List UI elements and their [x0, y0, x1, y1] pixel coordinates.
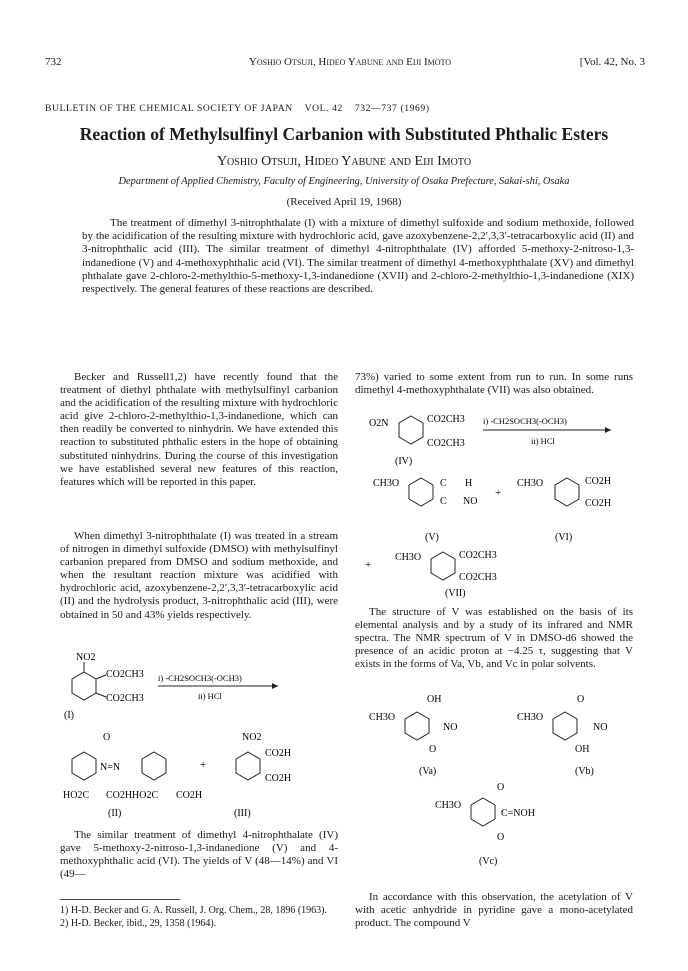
journal-line: BULLETIN OF THE CHEMICAL SOCIETY OF JAPAN VOL. 42 732—737 (1969) [45, 103, 430, 114]
footnote-2: 2) H-D. Becker, ibid., 29, 1358 (1964). [60, 918, 217, 929]
svg-text:HO2C: HO2C [132, 790, 159, 801]
svg-text:CH3O: CH3O [435, 800, 462, 811]
svg-text:HO2C: HO2C [63, 790, 90, 801]
svg-text:(VII): (VII) [445, 588, 466, 599]
svg-text:CH3O: CH3O [395, 552, 422, 563]
svg-text:(V): (V) [425, 532, 439, 543]
svg-text:CO2H: CO2H [106, 790, 133, 801]
scheme-compounds-Va-Vb-Vc [355, 688, 640, 878]
svg-text:CO2H: CO2H [585, 498, 612, 509]
author-list: Yoshio Otsuji, Hideo Yabune and Eiji Imoto [216, 154, 472, 169]
svg-text:O: O [497, 832, 505, 843]
svg-text:O: O [429, 744, 437, 755]
svg-text:i) -CH2SOCH3(-OCH3): i) -CH2SOCH3(-OCH3) [483, 416, 567, 426]
scheme-compounds-V-VI-VII [355, 470, 640, 600]
svg-text:NO: NO [463, 496, 478, 507]
svg-text:CO2CH3: CO2CH3 [459, 550, 497, 561]
affiliation: Department of Applied Chemistry, Faculty of Engineering, University of Osaka Prefecture, Sakai-shi, Osaka [118, 176, 570, 187]
received-date: (Received April 19, 1968) [286, 196, 402, 208]
scheme-compound-IV [355, 408, 635, 472]
svg-text:OH: OH [575, 744, 590, 755]
svg-text:+: + [200, 759, 207, 771]
svg-text:CO2CH3: CO2CH3 [459, 572, 497, 583]
svg-text:i) -CH2SOCH3(-OCH3): i) -CH2SOCH3(-OCH3) [158, 673, 242, 683]
svg-text:NO: NO [443, 722, 458, 733]
svg-text:(Vb): (Vb) [575, 766, 594, 777]
svg-text:(Vc): (Vc) [479, 856, 498, 867]
scheme-compound-I [58, 648, 298, 726]
svg-text:(III): (III) [234, 808, 251, 819]
svg-text:(VI): (VI) [555, 532, 573, 543]
svg-text:CO2CH3: CO2CH3 [106, 693, 144, 704]
svg-text:(Va): (Va) [419, 766, 437, 777]
svg-text:CO2H: CO2H [176, 790, 203, 801]
svg-text:CH3O: CH3O [517, 712, 544, 723]
svg-text:H: H [465, 478, 473, 489]
svg-text:C=NOH: C=NOH [501, 808, 535, 819]
left-paragraph-1: Becker and Russell1,2) have recently found that the treatment of diethyl phthalate with methylsulfinyl carbanion and the acidification of the resulting mixture with hydrochloric acid give 2-chloro-2-methylthio-1,3-indanedione, which can then readily be converted to ninhydrin. We have extended this reaction to substituted phthalic esters in the hope of obtaining substituted ninhydrins. During the course of this investigation we have established several new features of this reaction, features which will be reported in this paper. [60, 371, 338, 488]
scheme-compounds-II-III [58, 728, 343, 822]
svg-text:O: O [497, 782, 505, 793]
svg-text:O: O [577, 694, 585, 705]
svg-text:NO: NO [593, 722, 608, 733]
svg-text:ii) HCl: ii) HCl [198, 691, 222, 701]
footnotes [60, 904, 338, 930]
left-paragraph-3: The similar treatment of dimethyl 4-nitrophthalate (IV) gave 5-methoxy-2-nitroso-1,3-indanedione (V) and 4-methoxyphthalic acid (VI). The yields of V (48—14%) and VI (49— [60, 829, 338, 881]
svg-text:(II): (II) [108, 808, 122, 819]
running-authors: Yoshio Otsuji, Hideo Yabune and Eiji Imoto [248, 56, 452, 68]
svg-text:O: O [103, 732, 111, 743]
svg-text:+: + [365, 559, 372, 571]
right-paragraph-3: In accordance with this observation, the acetylation of V with acetic anhydride in pyridine gave a mono-acetylated product. The compound V [355, 891, 633, 930]
label-no2: NO2 [76, 652, 96, 663]
svg-text:C: C [440, 478, 447, 489]
page-number: 732 [45, 56, 62, 68]
svg-text:CO2H: CO2H [585, 476, 612, 487]
svg-text:O2N: O2N [369, 418, 389, 429]
paper-title: Reaction of Methylsulfinyl Carbanion with Substituted Phthalic Esters [79, 124, 609, 144]
footnote-rule [60, 899, 180, 900]
left-paragraph-2: When dimethyl 3-nitrophthalate (I) was treated in a stream of nitrogen in dimethyl sulfoxide (DMSO) with methylsulfinyl carbanion prepared from DMSO and sodium methoxide, and when the resultant reaction mixture was acidified with hydrochloric acid, azoxybenzene-2,2′,3,3′-tetracarboxylic acid (II) and the hydrolysis product, 3-nitrophthalic acid (III), were obtained in 50 and 43% yields respectively. [60, 530, 338, 621]
svg-text:N=N: N=N [100, 762, 121, 773]
footnote-1: 1) H-D. Becker and G. A. Russell, J. Org. Chem., 28, 1896 (1963). [60, 905, 328, 916]
svg-text:+: + [495, 487, 502, 499]
svg-text:CO2CH3: CO2CH3 [427, 438, 465, 449]
svg-text:OH: OH [427, 694, 442, 705]
svg-text:CH3O: CH3O [517, 478, 544, 489]
svg-text:NO2: NO2 [242, 732, 262, 743]
svg-text:CO2CH3: CO2CH3 [427, 414, 465, 425]
svg-text:ii) HCl: ii) HCl [531, 436, 555, 446]
svg-text:CO2H: CO2H [265, 748, 292, 759]
volume-issue: [Vol. 42, No. 3 [579, 56, 645, 68]
svg-text:(I): (I) [64, 710, 74, 721]
svg-text:CO2H: CO2H [265, 773, 292, 784]
svg-text:CO2CH3: CO2CH3 [106, 669, 144, 680]
svg-text:C: C [440, 496, 447, 507]
svg-text:CH3O: CH3O [373, 478, 400, 489]
right-paragraph-1: 73%) varied to some extent from run to run. In some runs dimethyl 4-methoxyphthalate (VII) was also obtained. [355, 371, 633, 397]
svg-text:CH3O: CH3O [369, 712, 396, 723]
right-paragraph-2: The structure of V was established on the basis of its elemental analysis and by a study of its infrared and NMR spectra. The NMR spectrum of V in DMSO-d6 showed the presence of an acidic proton at −4.25 τ, suggesting that V exists in the forms of Va, Vb, and Vc in polar solvents. [355, 606, 633, 671]
abstract: The treatment of dimethyl 3-nitrophthalate (I) with a mixture of dimethyl sulfoxide and sodium methoxide, followed by the acidification of the resulting mixture with hydrochloric acid, gave azoxybenzene-2,2′,3,3′-tetracarboxylic acid (II) and 3-nitrophthalic acid (III). The similar treatment of dimethyl 4-nitrophthalate (IV) afforded 5-methoxy-2-nitroso-1,3-indanedione (V) and 4-methoxyphthalic acid (VI). The similar treatment of dimethyl 4-methoxyphthalate (XV) and dimethyl phthalate gave 2-chloro-2-methylthio-5-methoxy-1,3-indanedione (XVII) and 2-chloro-2-methylthio-1,3-indanedione (XIX) respectively. The general features of these reactions are described. [82, 217, 634, 296]
svg-text:(IV): (IV) [395, 456, 413, 467]
